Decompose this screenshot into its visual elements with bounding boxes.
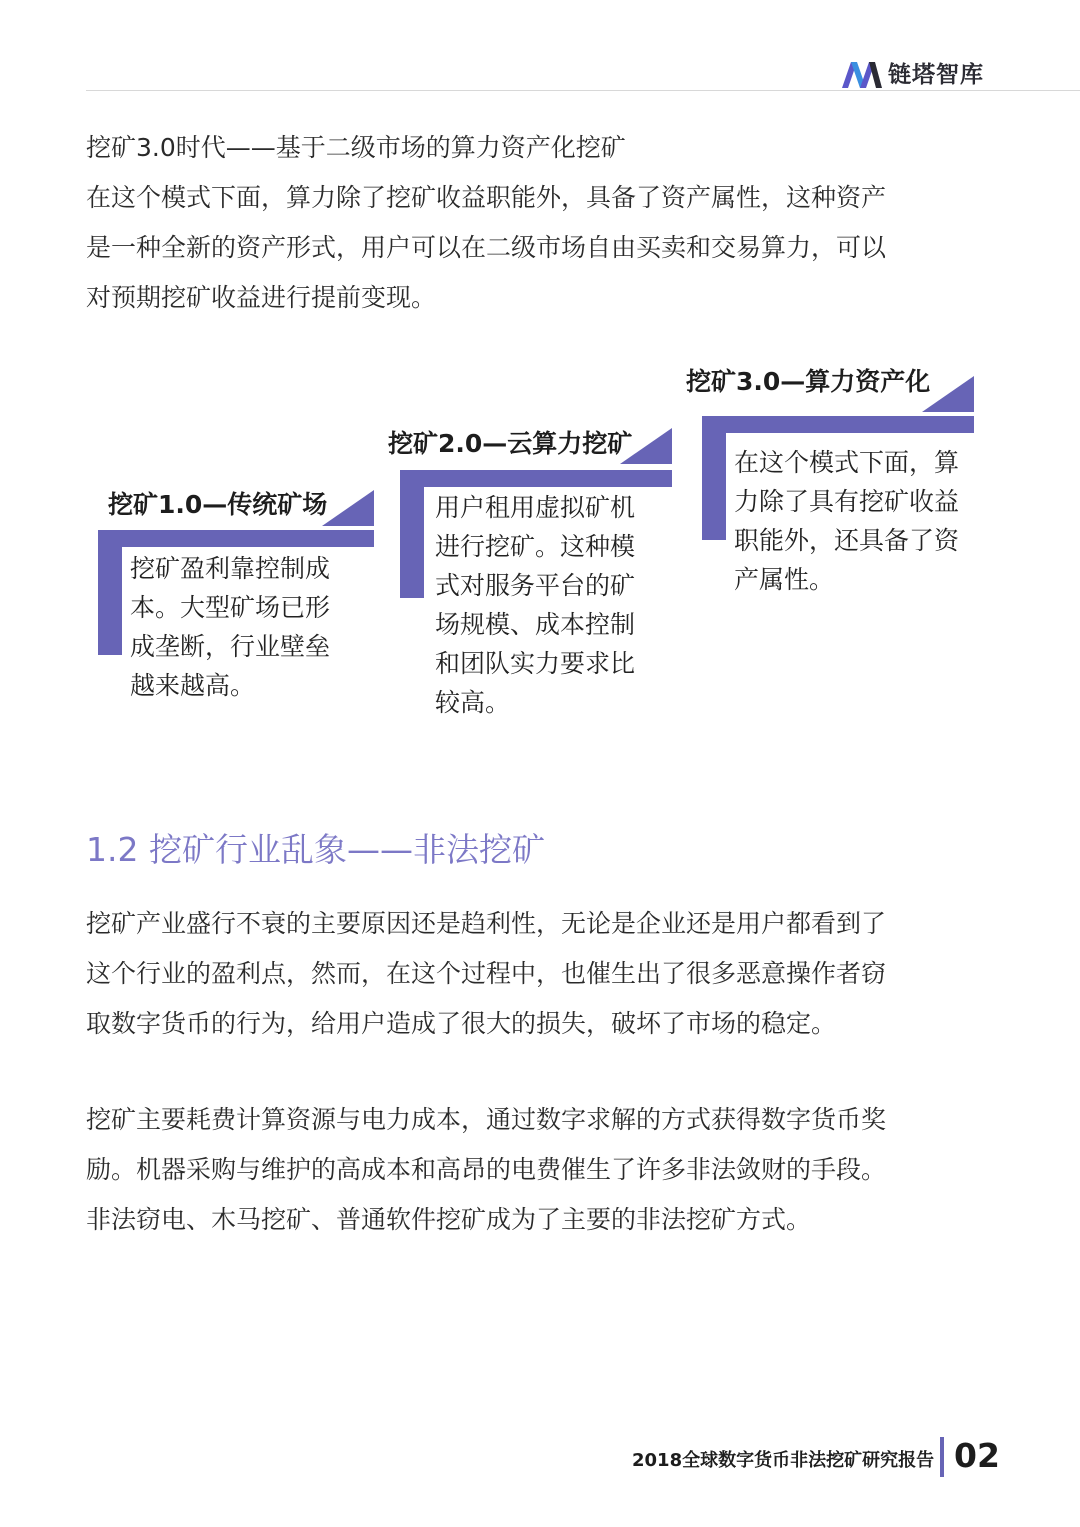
footer-divider (940, 1437, 944, 1477)
blockdata-logo-icon (842, 58, 882, 88)
stage-side-bar (98, 530, 122, 655)
section-para2-line: 挖矿主要耗费计算资源与电力成本，通过数字求解的方式获得数字货币奖 (86, 1105, 887, 1134)
brand-logo (842, 56, 984, 89)
stage-desc-line: 进行挖矿。这种模 (435, 532, 636, 561)
section-para1-line: 这个行业的盈利点，然而，在这个过程中，也催生出了很多恶意操作者窃 (86, 959, 887, 988)
stage-desc-line: 较高。 (435, 688, 511, 717)
section-para2-line: 非法窃电、木马挖矿、普通软件挖矿成为了主要的非法挖矿方式。 (86, 1205, 812, 1234)
intro-line: 在这个模式下面，算力除了挖矿收益职能外，具备了资产属性，这种资产 (86, 183, 887, 212)
stage-desc-line: 产属性。 (734, 565, 835, 594)
footer-report-title: 2018全球数字货币非法挖矿研究报告 (632, 1450, 935, 1471)
stage-desc-line: 和团队实力要求比 (435, 649, 636, 678)
section-para1-line: 取数字货币的行为，给用户造成了很大的损失，破坏了市场的稳定。 (86, 1009, 837, 1038)
stage-top-bar (400, 470, 672, 487)
intro-line: 对预期挖矿收益进行提前变现。 (86, 283, 437, 312)
stage-desc-line: 式对服务平台的矿 (435, 571, 636, 600)
intro-line: 是一种全新的资产形式，用户可以在二级市场自由买卖和交易算力，可以 (86, 233, 887, 262)
stage-desc-line: 职能外，还具备了资 (734, 526, 960, 555)
stage-desc-line: 用户租用虚拟矿机 (435, 493, 636, 522)
section-para2-line: 励。机器采购与维护的高成本和高昂的电费催生了许多非法敛财的手段。 (86, 1155, 887, 1184)
page-number: 02 (954, 1436, 1000, 1475)
stage-title: 挖矿1.0—传统矿场 (108, 490, 328, 519)
header-divider (86, 90, 1080, 91)
stage-side-bar (702, 416, 726, 540)
stage-desc-line: 挖矿盈利靠控制成 (130, 554, 331, 583)
stage-desc-line: 本。大型矿场已形 (130, 593, 331, 622)
stage-desc-line: 在这个模式下面，算 (734, 448, 960, 477)
stage-corner-icon (620, 428, 672, 464)
section-title: 1.2 挖矿行业乱象——非法挖矿 (86, 830, 545, 869)
stage-desc-line: 力除了具有挖矿收益 (734, 487, 960, 516)
stage-corner-icon (922, 376, 974, 412)
intro-heading: 挖矿3.0时代——基于二级市场的算力资产化挖矿 (86, 133, 626, 162)
stage-side-bar (400, 470, 424, 598)
stage-corner-icon (322, 490, 374, 526)
stage-top-bar (98, 530, 374, 547)
stage-desc-line: 越来越高。 (130, 671, 256, 700)
stage-desc-line: 成垄断，行业壁垒 (130, 632, 331, 661)
stage-desc-line: 场规模、成本控制 (435, 610, 636, 639)
stage-top-bar (702, 416, 974, 433)
brand-name: 链塔智库 (888, 62, 984, 88)
stage-title: 挖矿3.0—算力资产化 (686, 367, 931, 396)
stage-title: 挖矿2.0—云算力挖矿 (388, 429, 633, 458)
section-para1-line: 挖矿产业盛行不衰的主要原因还是趋利性，无论是企业还是用户都看到了 (86, 909, 887, 938)
